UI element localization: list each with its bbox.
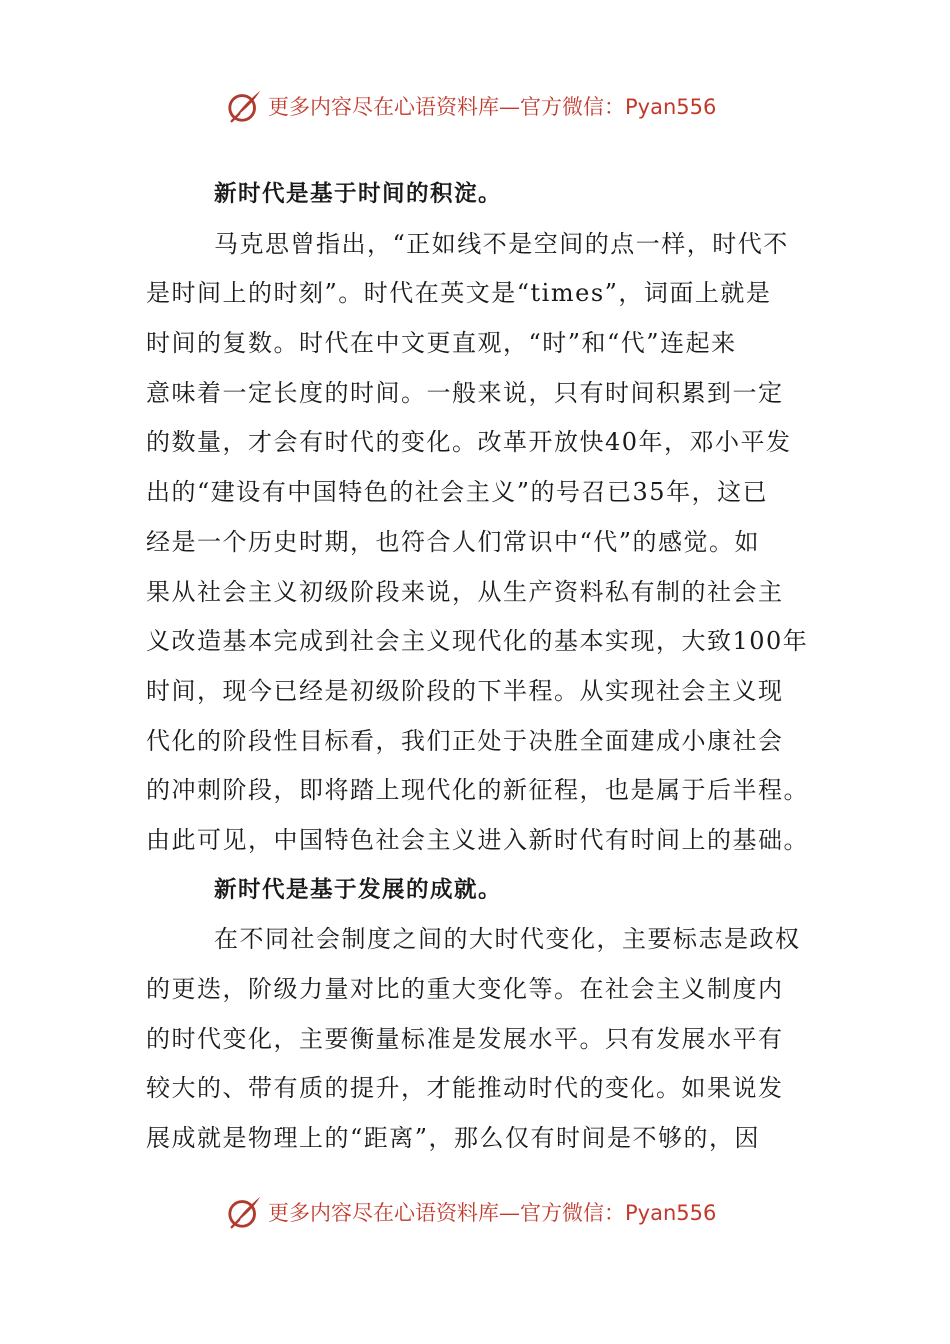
paragraph-line: 代化的阶段性目标看，我们正处于决胜全面建成小康社会 <box>146 726 784 755</box>
paragraph-line: 由此可见，中国特色社会主义进入新时代有时间上的基础。 <box>146 825 809 854</box>
paragraph-line: 的更迭，阶级力量对比的重大变化等。在社会主义制度内 <box>146 975 784 1003</box>
section-heading: 新时代是基于时间的积淀。 <box>214 181 503 207</box>
banner-text <box>268 91 716 121</box>
paragraph-line: 义改造基本完成到社会主义现代化的基本实现，大致100年 <box>146 627 809 656</box>
document-body <box>146 170 809 1164</box>
paragraph-line: 是时间上的时刻”。时代在英文是“times”，词面上就是 <box>146 279 772 308</box>
paragraph-line: 的冲刺阶段，即将踏上现代化的新征程，也是属于后半程。 <box>146 776 809 805</box>
paragraph-line: 经是一个历史时期，也符合人们常识中“代”的感觉。如 <box>146 527 761 556</box>
wechat-id: Pyan556 <box>625 1201 717 1225</box>
paragraph-line: 的数量，才会有时代的变化。改革开放快40年，邓小平发 <box>146 428 792 457</box>
paragraph-line: 出的“建设有中国特色的社会主义”的号召已35年，这已 <box>146 478 769 507</box>
header-banner <box>226 84 716 128</box>
paragraph-line: 意味着一定长度的时间。一般来说，只有时间积累到一定 <box>146 378 784 407</box>
paragraph-line: 马克思曾指出，“正如线不是空间的点一样，时代不 <box>214 229 789 258</box>
paragraph-line: 展成就是物理上的“距离”，那么仅有时间是不够的，因 <box>146 1124 761 1153</box>
paragraph-line: 果从社会主义初级阶段来说，从生产资料私有制的社会主 <box>146 577 784 606</box>
section-heading: 新时代是基于发展的成就。 <box>214 876 503 903</box>
footer-banner <box>226 1190 716 1234</box>
quill-logo-icon <box>226 1193 264 1231</box>
banner-label: 更多内容尽在心语资料库—官方微信： <box>268 1201 625 1225</box>
paragraph-line: 时间的复数。时代在中文更直观，“时”和“代”连起来 <box>146 329 737 358</box>
banner-text <box>268 1197 716 1227</box>
paragraph-line: 在不同社会制度之间的大时代变化，主要标志是政权 <box>214 925 801 954</box>
paragraph-line: 时间，现今已经是初级阶段的下半程。从实现社会主义现 <box>146 676 784 705</box>
paragraph-line: 的时代变化，主要衡量标准是发展水平。只有发展水平有 <box>146 1024 784 1053</box>
banner-label: 更多内容尽在心语资料库—官方微信： <box>268 95 625 119</box>
wechat-id: Pyan556 <box>625 95 717 119</box>
paragraph-line: 较大的、带有质的提升，才能推动时代的变化。如果说发 <box>146 1074 784 1103</box>
quill-logo-icon <box>226 87 264 125</box>
